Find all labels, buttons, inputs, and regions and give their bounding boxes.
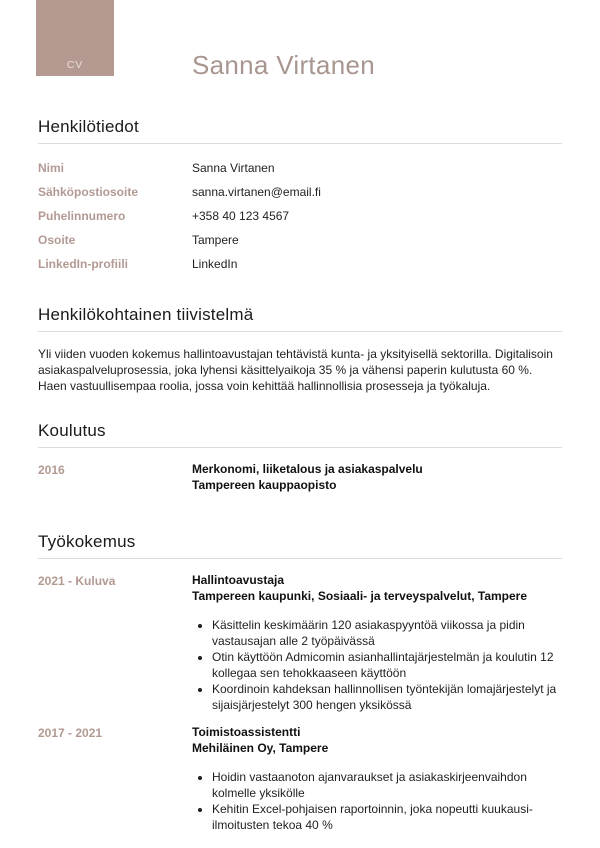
section-education <box>38 394 562 493</box>
experience-bullet: • Hoidin vastaanoton ajanvaraukset ja asiakaskirjeenvaihdon kolmelle yksikölle <box>212 769 562 801</box>
education-details <box>192 462 562 493</box>
experience-bullet-list <box>192 769 562 833</box>
contact-list <box>38 144 562 278</box>
experience-details <box>192 725 562 833</box>
section-title-education: Koulutus <box>38 394 562 448</box>
experience-bullet: • Otin käyttöön Admicomin asianhallintajärjestelmän ja koulutin 12 kollegaa sen tehokkaaseen käyttöön <box>212 649 562 681</box>
contact-row <box>38 204 562 228</box>
experience-bullet-list <box>192 617 562 713</box>
education-list <box>38 448 562 493</box>
education-entry <box>38 462 562 493</box>
experience-period: 2021 - Kuluva <box>38 574 116 588</box>
experience-bullet: • Koordinoin kahdeksan hallinnollisen työntekijän lomajärjestelyt ja sijaisjärjestelyt 300 hengen yksikössä <box>212 681 562 713</box>
cv-body <box>38 90 562 833</box>
contact-label: Nimi <box>38 161 65 175</box>
experience-bullet: • Käsittelin keskimäärin 120 asiakaspyyntöä viikossa ja pidin vastausajan alle 2 työpäivässä <box>212 617 562 649</box>
section-title-experience: Työkokemus <box>38 505 562 559</box>
experience-employer: Mehiläinen Oy, Tampere <box>192 740 329 755</box>
section-title-personal-info: Henkilötiedot <box>38 90 562 144</box>
contact-row <box>38 180 562 204</box>
contact-value: LinkedIn <box>192 257 238 271</box>
experience-entry <box>38 725 562 833</box>
section-title-summary: Henkilökohtainen tiivistelmä <box>38 278 562 332</box>
section-experience <box>38 505 562 833</box>
contact-row <box>38 156 562 180</box>
contact-label: Osoite <box>38 233 76 247</box>
contact-label: LinkedIn-profiili <box>38 257 128 271</box>
experience-role: Hallintoavustaja <box>192 573 285 587</box>
contact-value: Tampere <box>192 233 239 247</box>
contact-row <box>38 252 562 276</box>
education-school: Tampereen kauppaopisto <box>192 477 337 492</box>
contact-label: Sähköpostiosoite <box>38 185 139 199</box>
summary-paragraph: Yli viiden vuoden kokemus hallintoavustajan tehtävistä kunta- ja yksityisellä sektorilla. Digitalisoin asiakaspalveluprosessia, joka lyhensi käsittelyaikoja 35 % ja vähensi paperin kulutusta 60 %. Haen vastuullisempaa roolia, jossa voin kehittää hallinnollisia prosesseja ja työkaluja. <box>38 347 553 393</box>
contact-value: Sanna Virtanen <box>192 161 275 175</box>
contact-label: Puhelinnumero <box>38 209 126 223</box>
contact-value: +358 40 123 4567 <box>192 209 290 223</box>
section-personal-info <box>38 90 562 278</box>
experience-period: 2017 - 2021 <box>38 726 103 740</box>
cv-badge <box>36 0 114 76</box>
experience-employer: Tampereen kaupunki, Sosiaali- ja terveyspalvelut, Tampere <box>192 588 528 603</box>
experience-details <box>192 573 562 713</box>
experience-entry <box>38 573 562 713</box>
education-degree: Merkonomi, liiketalous ja asiakaspalvelu <box>192 462 423 476</box>
cv-header <box>0 0 600 90</box>
experience-role: Toimistoassistentti <box>192 725 301 739</box>
education-period: 2016 <box>38 463 65 477</box>
page-title: Sanna Virtanen <box>192 50 375 80</box>
experience-bullet: • Kehitin Excel-pohjaisen raportoinnin, joka nopeutti kuukausi-ilmoitusten tekoa 40 % <box>212 801 562 833</box>
section-summary <box>38 278 562 394</box>
contact-row <box>38 228 562 252</box>
experience-list <box>38 559 562 833</box>
cv-badge-label: CV <box>66 59 84 71</box>
contact-value: sanna.virtanen@email.fi <box>192 185 321 199</box>
